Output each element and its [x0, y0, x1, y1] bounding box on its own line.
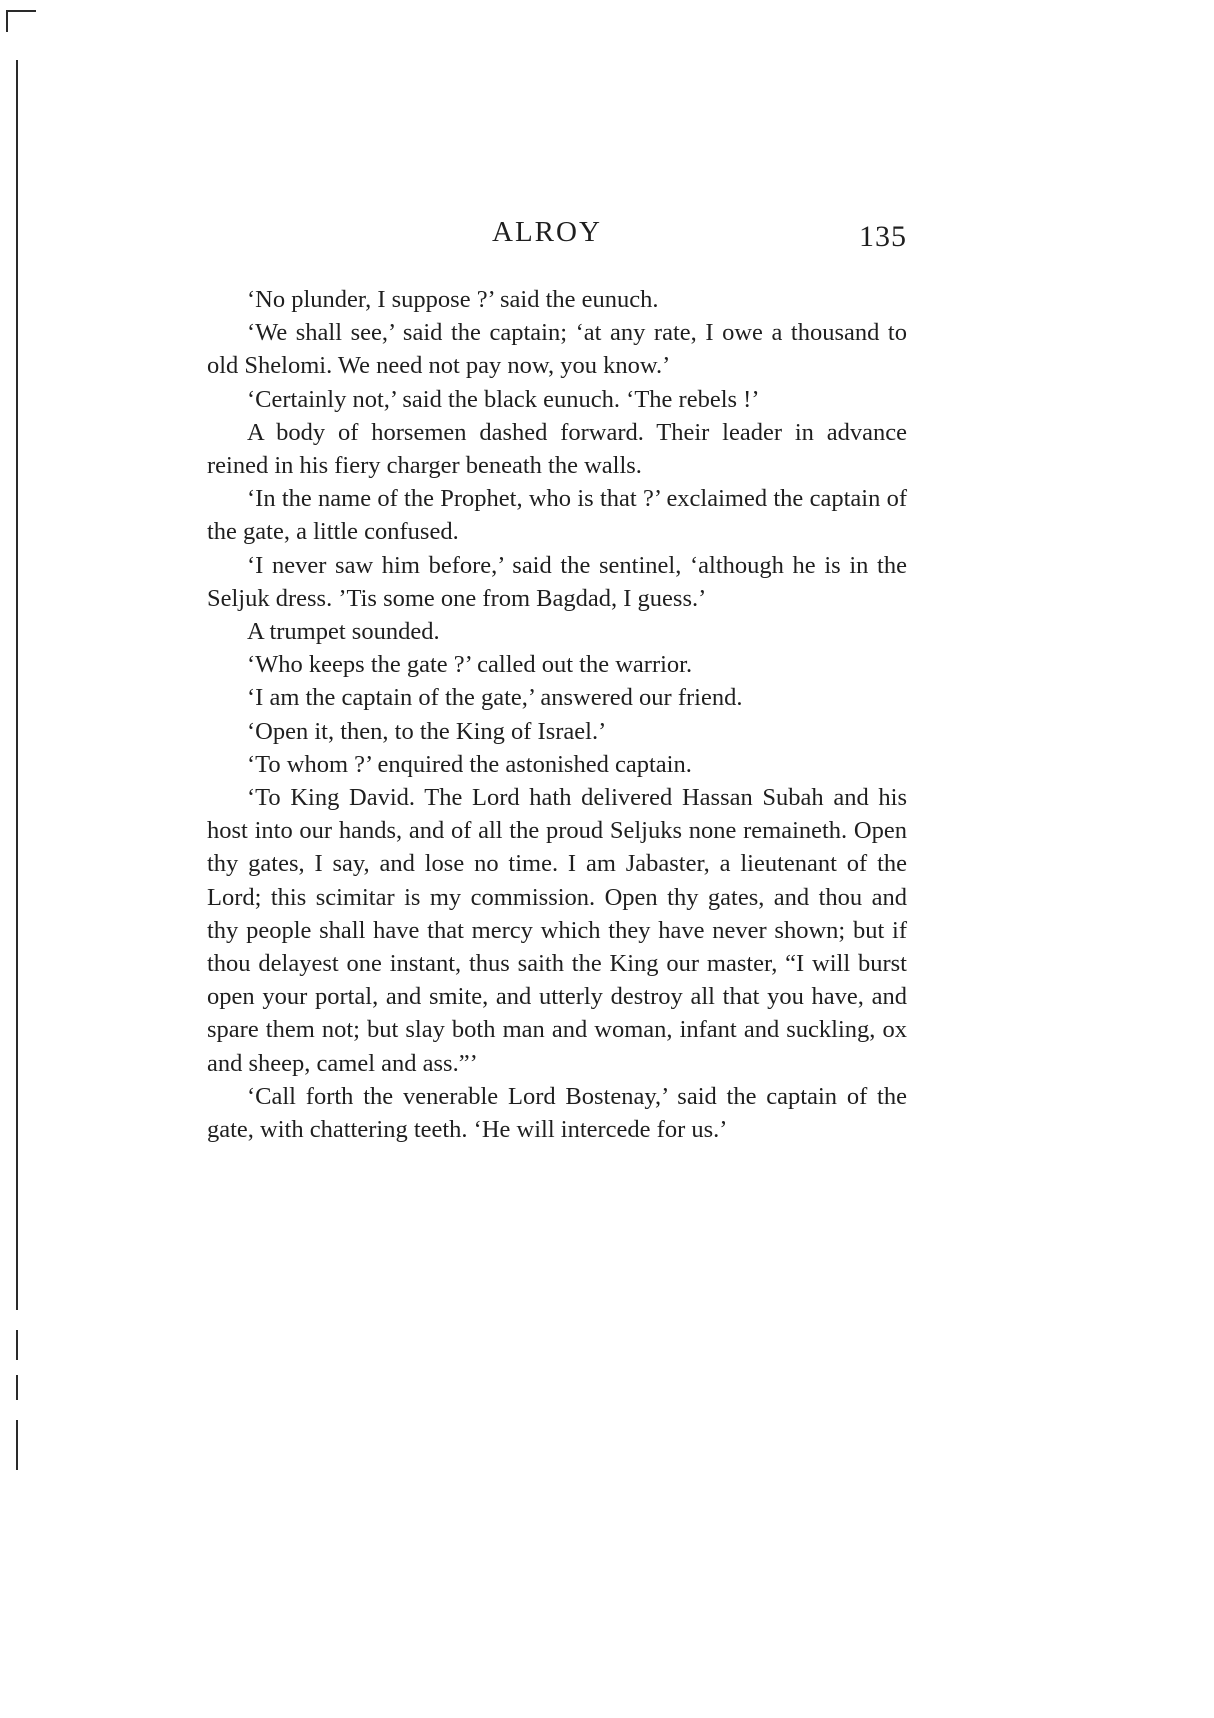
- paragraph: ‘To whom ?’ enquired the astonished captain.: [247, 750, 692, 778]
- scan-edge-line: [16, 60, 18, 1310]
- body-text: [207, 283, 907, 1146]
- page-number: 135: [859, 220, 907, 253]
- paragraph: A trumpet sounded.: [247, 618, 440, 646]
- running-head-title: ALROY: [492, 216, 602, 248]
- scan-edge-tick: [16, 1330, 18, 1360]
- scan-edge-tick: [16, 1420, 18, 1470]
- paragraph: ‘Call forth the venerable Lord Bostenay,’ said the captain of the gate, with chattering teeth. ‘He will intercede for us.’: [207, 1082, 907, 1144]
- running-head: [207, 216, 907, 256]
- paragraph: A body of horsemen dashed forward. Their leader in advance reined in his fiery charger beneath the walls.: [207, 418, 907, 480]
- paragraph: ‘We shall see,’ said the captain; ‘at any rate, I owe a thousand to old Shelomi. We need not pay now, you know.’: [207, 319, 907, 380]
- paragraph: ‘I never saw him before,’ said the sentinel, ‘although he is in the Seljuk dress. ’Tis some one from Bagdad, I guess.’: [207, 551, 907, 612]
- paragraph: ‘In the name of the Prophet, who is that ?’ exclaimed the captain of the gate, a little confused.: [207, 485, 907, 546]
- paragraph: ‘Certainly not,’ said the black eunuch. ‘The rebels !’: [247, 385, 760, 413]
- scan-edge-tick: [16, 1375, 18, 1400]
- paragraph: ‘Who keeps the gate ?’ called out the warrior.: [247, 651, 693, 679]
- paragraph: ‘I am the captain of the gate,’ answered our friend.: [247, 684, 743, 712]
- scan-edge-corner-vertical: [6, 10, 8, 32]
- paragraph: ‘To King David. The Lord hath delivered Hassan Subah and his host into our hands, and of all the proud Seljuks none remaineth. Open thy gates, I say, and lose no time. I am Jabaster, a lieutenant of the Lord; this scimitar is my commission. Open thy gates, and thou and thy people shall have that mercy which they have never shown; but if thou delayest one instant, thus saith the King our master, “I will burst open your portal, and smite, and utterly destroy all that you have, and spare them not; but slay both man and woman, infant and suckling, ox and sheep, camel and ass.”’: [207, 784, 907, 1077]
- paragraph: ‘Open it, then, to the King of Israel.’: [247, 717, 607, 745]
- paragraph: ‘No plunder, I suppose ?’ said the eunuch.: [247, 286, 659, 313]
- scan-edge-corner: [6, 10, 36, 12]
